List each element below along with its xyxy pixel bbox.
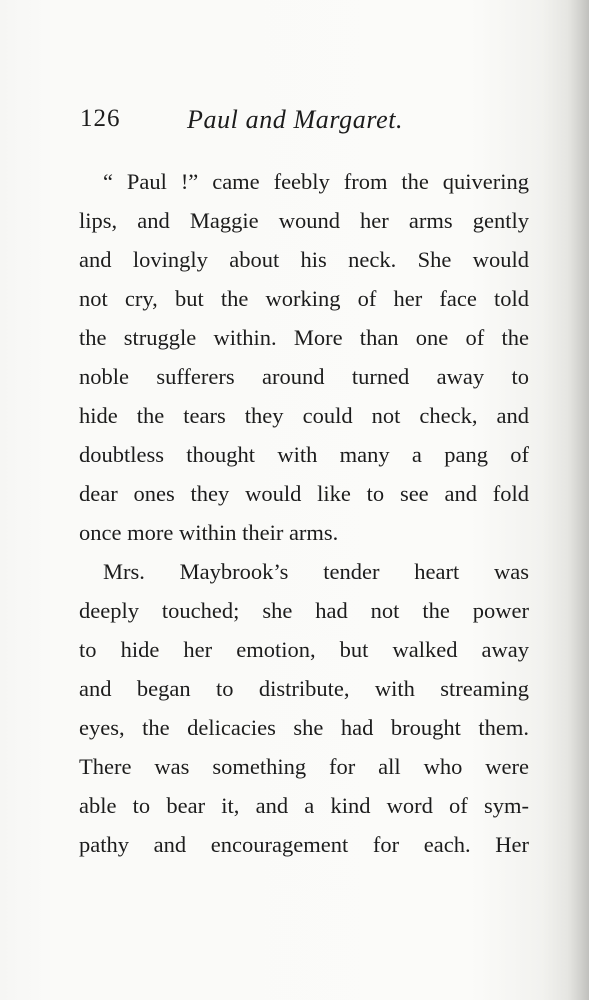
book-title: Paul and Margaret. — [187, 105, 404, 134]
text-line: hide the tears they could not check, and — [79, 403, 529, 428]
text-line: dear ones they would like to see and fold — [79, 481, 529, 506]
text-line: Mrs. Maybrook’s tender heart was — [103, 559, 529, 584]
text-line: lips, and Maggie wound her arms gently — [79, 208, 529, 233]
text-line: and began to distribute, with streaming — [79, 676, 529, 701]
body-text — [79, 162, 529, 864]
paragraph-1 — [79, 162, 529, 552]
text-line: doubtless thought with many a pang of — [79, 442, 529, 467]
text-line: to hide her emotion, but walked away — [79, 637, 529, 662]
text-line: deeply touched; she had not the power — [79, 598, 529, 623]
running-head — [80, 105, 530, 141]
paragraph-2 — [79, 552, 529, 864]
text-line: There was something for all who were — [79, 754, 529, 779]
text-line: not cry, but the working of her face told — [79, 286, 529, 311]
text-line: and lovingly about his neck. She would — [79, 247, 529, 272]
text-line: able to bear it, and a kind word of sym- — [79, 793, 529, 818]
text-line: once more within their arms. — [79, 520, 339, 545]
text-line: pathy and encouragement for each. Her — [79, 832, 529, 857]
page-edge-shadow — [567, 0, 589, 1000]
text-line: “ Paul !” came feebly from the quivering — [103, 169, 529, 194]
page-number: 126 — [80, 105, 121, 132]
text-line: eyes, the delicacies she had brought them. — [79, 715, 529, 740]
text-line: noble sufferers around turned away to — [79, 364, 529, 389]
text-line: the struggle within. More than one of the — [79, 325, 529, 350]
